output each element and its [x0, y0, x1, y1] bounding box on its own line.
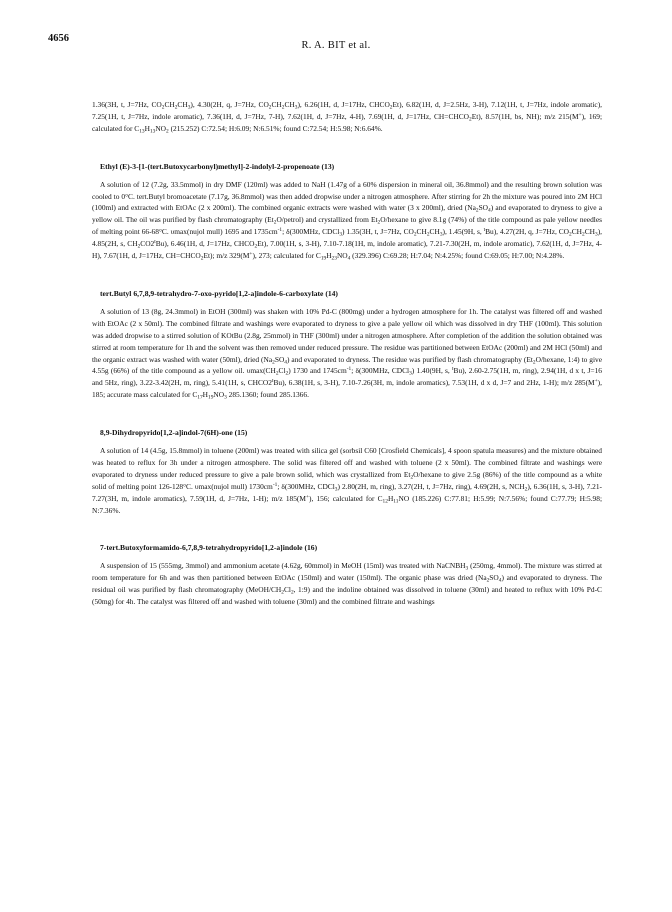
- page-number: 4656: [48, 33, 69, 44]
- section-heading-13: Ethyl (E)-3-[1-(tert.Butoxycarbonyl)methyl]-2-indolyl-2-propenoate (13): [100, 161, 335, 171]
- intro-paragraph: 1.36(3H, t, J=7Hz, $CO_2CH_2CH_3$), 4.30(2H, q, J=7Hz, $CO_2CH_2CH_3$), 6.26(1H, d, J=17Hz, $CHCO_2Et$), 6.82(1H, d, J=2.5Hz, 3-H), 7.12(1H, t, J=7Hz, indole aromatic), 7.25(1H, t, J=7Hz, indole aromatic), 7.36(1H, d, J=7Hz, 7-H), 7.62(1H, d, J=7Hz, 4-H), 7.69(1H, d, J=17Hz, $CH=CHCO_2Et$), 8.57(1H, bs, NH); m/z 215(M+), 169; calculated for $C_{13}H_{13}NO_2$ (215.252) C:72.54; H:6.09; N:6.51%; found C:72.54; H:5.98; N:6.64%.: [92, 100, 603, 135]
- section-body-15: A solution of 14 (4.5g, 15.8mmol) in toluene (200ml) was treated with silica gel (sorbsil C60 [Crosfield Chemicals], 4 spoon spatula measures) and the mixture obtained was heated to reflux for 3h under a nitrogen atmosphere. The solid was filtered off and washed with toluene (2 x 50ml). The combined filtrate and washings were evaporated to dryness under reduced pressure to give a pale brown solid, which was crystallized from $Et_2O$/hexane to give 2.5g (86%) of the title compound as a white solid of melting point 126-128°C. υmax(nujol mull) $1730cm^{-1}$; δ(300MHz, CDCl$_3$) 2.80(2H, m, ring), 3.27(2H, t, J=7Hz, ring), 4.69(2H, s, $NCH_2$), 6.36(1H, s, 3-H), 7.21-7.27(3H, m, indole aromatics), 7.59(1H, d, J=7Hz, 1-H); m/z 185(M+), 156; calculated for $C_{12}H_{11}NO$ (185.226) C:77.81; H:5.99; N:7.56%; found C:77.79; H:5.98; N:7.36%.: [92, 446, 602, 515]
- section-heading-14: tert.Butyl 6,7,8,9-tetrahydro-7-oxo-pyrido[1,2-a]indole-6-carboxylate (14): [100, 288, 338, 298]
- section-heading-15: 8,9-Dihydropyrido[1,2-a]indol-7(6H)-one (15): [100, 428, 248, 438]
- section-body-13: A solution of 12 (7.2g, 33.5mmol) in dry DMF (120ml) was added to NaH (1.47g of a 60% dispersion in mineral oil, 36.8mmol) and the resulting brown solution was cooled to 0°C. tert.Butyl bromoacetate (7.17g, 36.8mmol) was then added dropwise under a nitrogen atmosphere. After stirring for 2h the mixture was poured into 2M HCl (100ml) and extracted with EtOAc (2 x 200ml). The combined organic extracts were washed with water (3 x 200ml), dried $(Na_2SO_4)$ and evaporated to dryness to give a yellow oil. The oil was purified by flash chromatography $(Et_2O/petrol)$ and crystallized from $Et_2O$/hexane to give 8.1g (74%) of the title compound as pale yellow needles of melting point 66-68°C. υmax(nujol mull) 1695 and $1735cm^{-1}$; δ(300MHz, CDCl$_3$) 1.35(3H, t, J=7Hz, $CO_2CH_2CH_3$), 1.45(9H, s, $^t$Bu), 4.27(2H, q, J=7Hz, $CO_2CH_2CH_3$), 4.85(2H, s, $CH_2CO2^tBu$), 6.46(1H, d, J=17Hz, $CHCO_2Et$), 7.00(1H, s, 3-H), 7.10-7.18(1H, m, indole aromatic), 7.21-7.30(2H, m, indole aromatic), 7.62(1H, d, J=7Hz, 4-H), 7.67(1H, d, J=17Hz, $CH=CHCO_2Et$); m/z 329(M+), 273; calculated for $C_{19}H_{23}NO_4$ (329.396) C:69.28; H:7.04; N:4.25%; found C:69.05; H:7.00; N:4.28%.: [92, 179, 603, 262]
- section-heading-16: 7-tert.Butoxyformamido-6,7,8,9-tetrahydropyrido[1,2-a]indole (16): [100, 543, 318, 553]
- section-body-14: A solution of 13 (8g, 24.3mmol) in EtOH (300ml) was shaken with 10% Pd-C (800mg) under a hydrogen atmosphere for 1h. The catalyst was filtered off and washed with EtOAc (2 x 50ml). The combined filtrate and washings were evaporated to dryness to give a pale yellow oil which was dissolved in dry THF (100ml). This solution was added dropwise to a stirred solution of KOtBu (2.8g, 25mmol) in THF (300ml) under a nitrogen atmosphere. After completion of the addition the solution obtained was stirred at room temperature for 1h and the solvent was then removed under reduced pressure. The residue was partitioned between EtOAc (200ml) and 2M HCl (50ml) and the organic extract was washed with water (50ml), dried $(Na_2SO_4)$ and evaporated to dryness. The residue was purified by flash chromatography ($Et_2O$/hexane, 1:4) to give 4.55g (66%) of the title compound as a yellow oil. $\upsilon\max(CH_2Cl_2)$ 1730 and $1745cm^{-1}$; δ(300MHz, CDCl$_3$) 1.40(9H, s, $^t$Bu), 2.60-2.75(1H, m, ring), 2.94(1H, d x t, J=16 and 5Hz, ring), 3.22-3.42(2H, m, ring), 5.41(1H, s, CHCO2$^t$Bu), 6.38(1H, s, 3-H), 7.10-7.26(3H, m, indole aromatics), 7.53(1H, d x d, J=7 and 2Hz, 1-H); m/z 285(M+), 185; accurate mass calculated for $C_{17}H_{19}NO_3$ 285.1360; found 285.1366.: [92, 306, 602, 401]
- section-body-16: A suspension of 15 (555mg, 3mmol) and ammonium acetate (4.62g, 60mmol) in MeOH (15ml) was treated with NaCNBH$_3$ (250mg, 4mmol). The mixture was stirred at room temperature for 6h and was then partitioned between EtOAc (150ml) and water (150ml). The organic phase was dried $(Na_2SO_4)$ and evaporated to dryness. The residual oil was purified by flash chromatography ($MeOH/CH_2Cl_2$, 1:9) and the indoline obtained was dissolved in toluene (30ml) and heated to reflux with 10% Pd-C (50mg) for 4h. The catalyst was filtered off and washed with toluene (30ml) and the combined filtrate and washings: [92, 561, 603, 607]
- article-body: [92, 99, 602, 608]
- running-head: R. A. BIT et al.: [301, 40, 371, 51]
